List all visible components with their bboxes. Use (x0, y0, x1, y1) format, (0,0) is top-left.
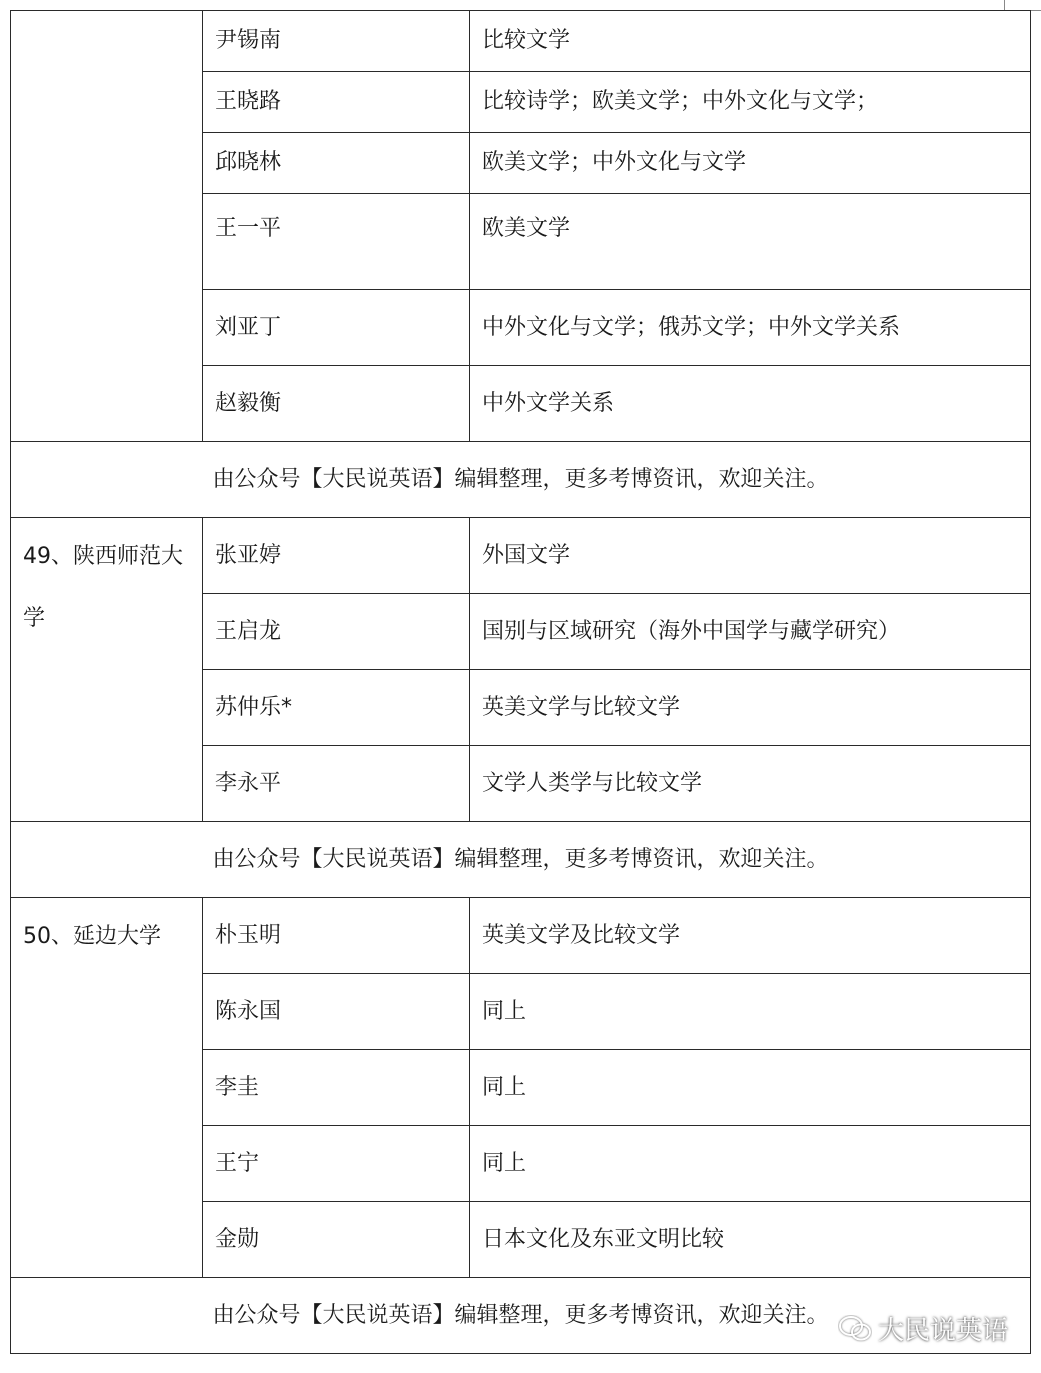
supervisor-name: 苏仲乐* (203, 670, 470, 746)
research-field: 同上 (470, 1050, 1031, 1126)
research-field: 比较诗学；欧美文学；中外文化与文学； (470, 72, 1031, 133)
watermark (838, 1310, 1008, 1347)
source-note: 由公众号【大民说英语】编辑整理，更多考博资讯，欢迎关注。 (11, 442, 1031, 518)
research-field: 欧美文学 (470, 194, 1031, 290)
supervisor-table (10, 10, 1031, 1354)
note-row (11, 822, 1031, 898)
table-row (11, 518, 1031, 594)
research-field: 国别与区域研究（海外中国学与藏学研究） (470, 594, 1031, 670)
table-row (11, 898, 1031, 974)
wechat-icon (838, 1315, 872, 1343)
research-field: 英美文学及比较文学 (470, 898, 1031, 974)
watermark-text: 大民说英语 (878, 1316, 1009, 1346)
research-field: 外国文学 (470, 518, 1031, 594)
university-cell: 49、陕西师范大学 (11, 518, 203, 822)
university-cell (11, 11, 203, 442)
note-row (11, 442, 1031, 518)
supervisor-name: 朴玉明 (203, 898, 470, 974)
supervisor-name: 李永平 (203, 746, 470, 822)
research-field: 同上 (470, 1126, 1031, 1202)
supervisor-name: 陈永国 (203, 974, 470, 1050)
supervisor-name: 刘亚丁 (203, 290, 470, 366)
university-cell: 50、延边大学 (11, 898, 203, 1278)
supervisor-name: 赵毅衡 (203, 366, 470, 442)
research-field: 中外文化与文学；俄苏文学；中外文学关系 (470, 290, 1031, 366)
research-field: 日本文化及东亚文明比较 (470, 1202, 1031, 1278)
supervisor-name: 邱晓林 (203, 133, 470, 194)
research-field: 比较文学 (470, 11, 1031, 72)
supervisor-name: 王一平 (203, 194, 470, 290)
supervisor-name: 尹锡南 (203, 11, 470, 72)
table-row (11, 11, 1031, 72)
supervisor-name: 张亚婷 (203, 518, 470, 594)
supervisor-name: 李圭 (203, 1050, 470, 1126)
supervisor-name: 金勋 (203, 1202, 470, 1278)
source-note: 由公众号【大民说英语】编辑整理，更多考博资讯，欢迎关注。 (11, 1278, 1031, 1354)
research-field: 英美文学与比较文学 (470, 670, 1031, 746)
source-note: 由公众号【大民说英语】编辑整理，更多考博资讯，欢迎关注。 (11, 822, 1031, 898)
supervisor-name: 王晓路 (203, 72, 470, 133)
research-field: 欧美文学；中外文化与文学 (470, 133, 1031, 194)
research-field: 中外文学关系 (470, 366, 1031, 442)
supervisor-name: 王宁 (203, 1126, 470, 1202)
supervisor-name: 王启龙 (203, 594, 470, 670)
research-field: 同上 (470, 974, 1031, 1050)
research-field: 文学人类学与比较文学 (470, 746, 1031, 822)
